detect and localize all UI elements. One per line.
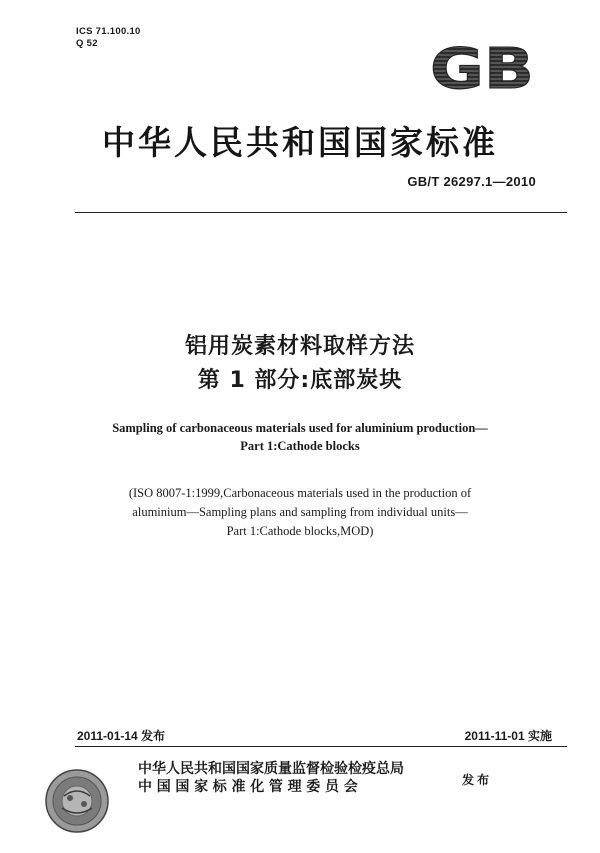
anti-counterfeit-seal-icon	[44, 768, 110, 834]
english-title	[0, 419, 600, 455]
chinese-title	[0, 330, 600, 398]
issue-date: 2011-01-14 发布	[77, 729, 166, 743]
publish-label: 发布	[462, 773, 493, 787]
issuing-authorities	[138, 760, 404, 796]
ccs-code: Q 52	[76, 38, 98, 49]
header-divider	[75, 212, 567, 213]
iso-reference-line-2: aluminium—Sampling plans and sampling from individual units—	[132, 505, 468, 519]
standard-title: 中华人民共和国国家标准	[102, 123, 498, 162]
classification-codes	[76, 26, 141, 50]
gb-logo-text: GB	[430, 40, 534, 94]
chinese-title-line-2: 第 1 部分:底部炭块	[197, 368, 403, 393]
iso-reference-line-1: (ISO 8007-1:1999,Carbonaceous materials used in the production of	[128, 486, 472, 500]
english-title-line-1: Sampling of carbonaceous materials used for aluminium production—	[112, 421, 488, 435]
footer-divider	[75, 746, 567, 747]
issuer-aqsiq: 中华人民共和国国家质量监督检验检疫总局	[138, 761, 404, 777]
implementation-date: 2011-11-01 实施	[464, 729, 552, 743]
iso-reference-line-3: Part 1:Cathode blocks,MOD)	[226, 524, 374, 538]
issuer-sac: 中国国家标准化管理委员会	[138, 779, 363, 795]
iso-reference	[50, 484, 550, 541]
chinese-title-line-1: 铝用炭素材料取样方法	[184, 334, 415, 359]
english-title-line-2: Part 1:Cathode blocks	[240, 439, 360, 453]
gb-logo	[428, 40, 536, 94]
ics-code: ICS 71.100.10	[76, 26, 141, 37]
standard-number: GB/T 26297.1—2010	[407, 174, 536, 189]
